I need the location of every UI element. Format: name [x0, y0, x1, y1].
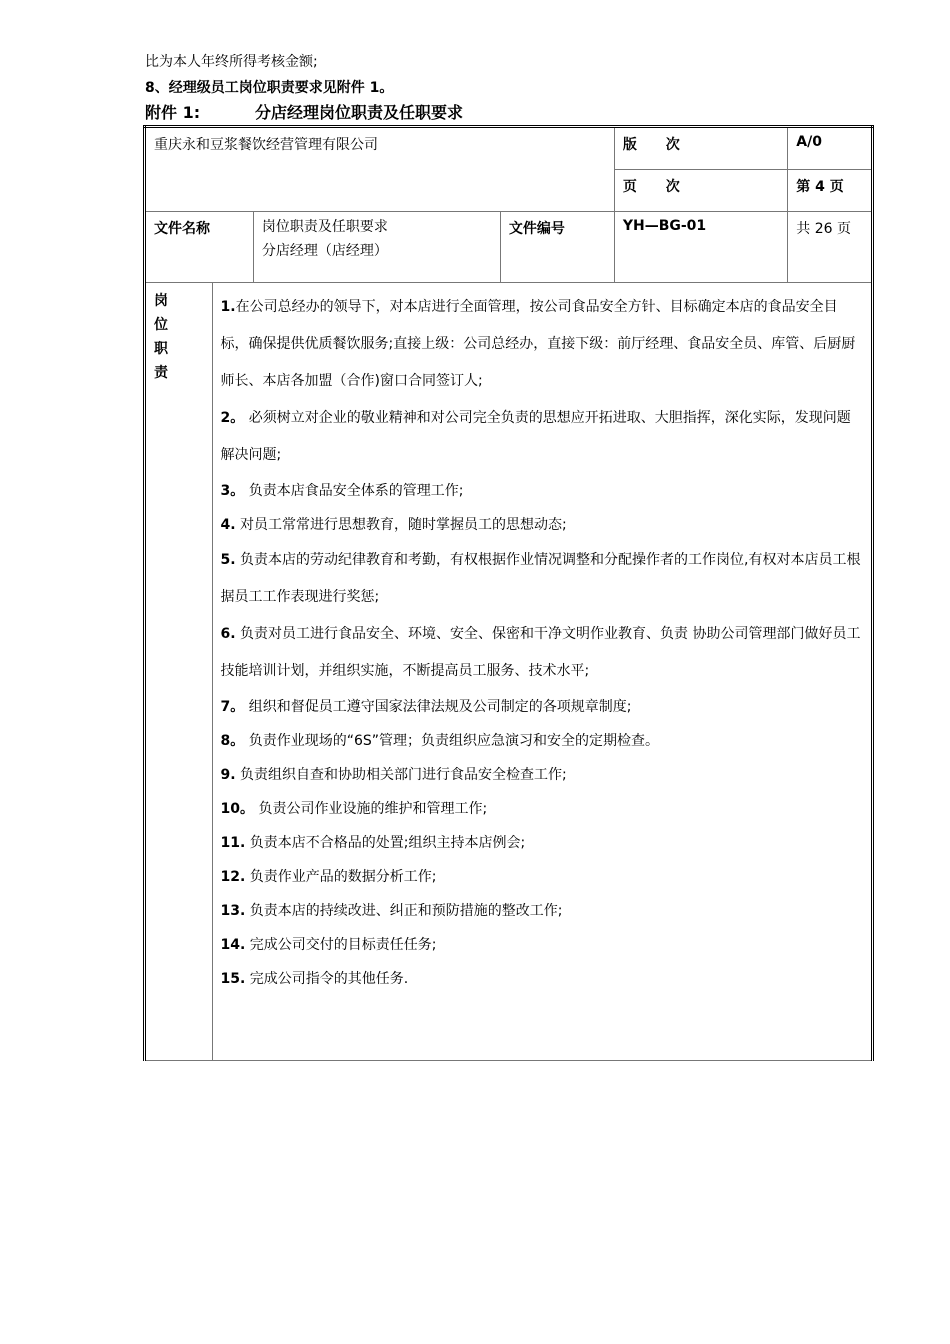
file-name-line-2: 分店经理（店经理） — [261, 243, 388, 259]
company-name: 重庆永和豆浆餐饮经营管理有限公司 — [154, 137, 378, 153]
duties-label-line-1: 岗 位 — [154, 293, 186, 333]
duty-item: 4. 对员工常常进行思想教育，随时掌握员工的思想动态; — [220, 517, 567, 533]
duty-item: 13. 负责本店的持续改进、纠正和预防措施的整改工作; — [220, 903, 563, 919]
file-no-label-cell — [500, 212, 614, 283]
file-name-label-cell — [145, 212, 254, 283]
file-no-label: 文件编号 — [508, 221, 565, 237]
page-value-cell — [788, 170, 873, 212]
intro-line-2: 8、经理级员工岗位职责要求见附件 1。 — [145, 80, 394, 96]
version-label-cell — [614, 127, 787, 170]
duty-item: 14. 完成公司交付的目标责任任务; — [220, 937, 437, 953]
version-value-cell — [788, 127, 873, 170]
intro-line-1: 比为本人年终所得考核金额; — [145, 54, 318, 70]
file-name-cell — [253, 212, 500, 283]
file-no-cell — [614, 212, 787, 283]
duty-item: 8。 负责作业现场的“6S”管理；负责组织应急演习和安全的定期检查。 — [220, 733, 660, 749]
duty-item: 9. 负责组织自查和协助相关部门进行食品安全检查工作; — [220, 767, 567, 783]
total-pages-cell — [788, 212, 873, 283]
duty-item: 2。 必须树立对企业的敬业精神和对公司完全负责的思想应开拓进取、大胆指挥，深化实际，发现问题解决问题; — [220, 410, 851, 463]
duty-item: 10。 负责公司作业设施的维护和管理工作; — [220, 801, 488, 817]
duties-label-cell — [145, 283, 213, 1061]
file-name-line-1: 岗位职责及任职要求 — [261, 219, 388, 235]
file-no-value: YH—BG-01 — [622, 218, 707, 234]
total-pages: 共 26 页 — [796, 221, 851, 237]
attachment-title: 分店经理岗位职责及任职要求 — [255, 103, 464, 122]
company-name-cell — [145, 127, 615, 212]
version-label: 版 次 — [622, 137, 692, 153]
page-label-cell — [614, 170, 787, 212]
duty-item: 12. 负责作业产品的数据分析工作; — [220, 869, 437, 885]
attachment-heading — [145, 100, 463, 123]
version-value: A/0 — [796, 134, 822, 150]
duty-item: 15. 完成公司指令的其他任务. — [220, 971, 409, 987]
duty-item: 3。 负责本店食品安全体系的管理工作; — [220, 483, 464, 499]
page-value: 第 4 页 — [796, 179, 844, 195]
attachment-label: 附件 1: — [145, 103, 201, 122]
file-name-label: 文件名称 — [154, 221, 210, 237]
duty-item: 11. 负责本店不合格品的处置;组织主持本店例会; — [220, 835, 526, 851]
job-description-table — [143, 125, 874, 1061]
duty-item: 5. 负责本店的劳动纪律教育和考勤，有权根据作业情况调整和分配操作者的工作岗位,有权对本店员工根据员工工作表现进行奖惩; — [220, 552, 861, 605]
page-label: 页 次 — [622, 179, 692, 195]
duty-item: 1.在公司总经办的领导下，对本店进行全面管理，按公司食品安全方针、目标确定本店的食品安全目标，确保提供优质餐饮服务;直接上级：公司总经办，直接下级：前厅经理、食品安全员、库管、后厨厨师长、本店各加盟（合作)窗口合同签订人; — [220, 299, 856, 389]
duty-item: 7。 组织和督促员工遵守国家法律法规及公司制定的各项规章制度; — [220, 699, 632, 715]
duty-item: 6. 负责对员工进行食品安全、环境、安全、保密和干净文明作业教育、负责 协助公司管理部门做好员工技能培训计划，并组织实施，不断提高员工服务、技术水平; — [220, 626, 861, 679]
duties-label-line-2: 职 责 — [154, 341, 186, 381]
duties-list — [212, 283, 872, 1061]
